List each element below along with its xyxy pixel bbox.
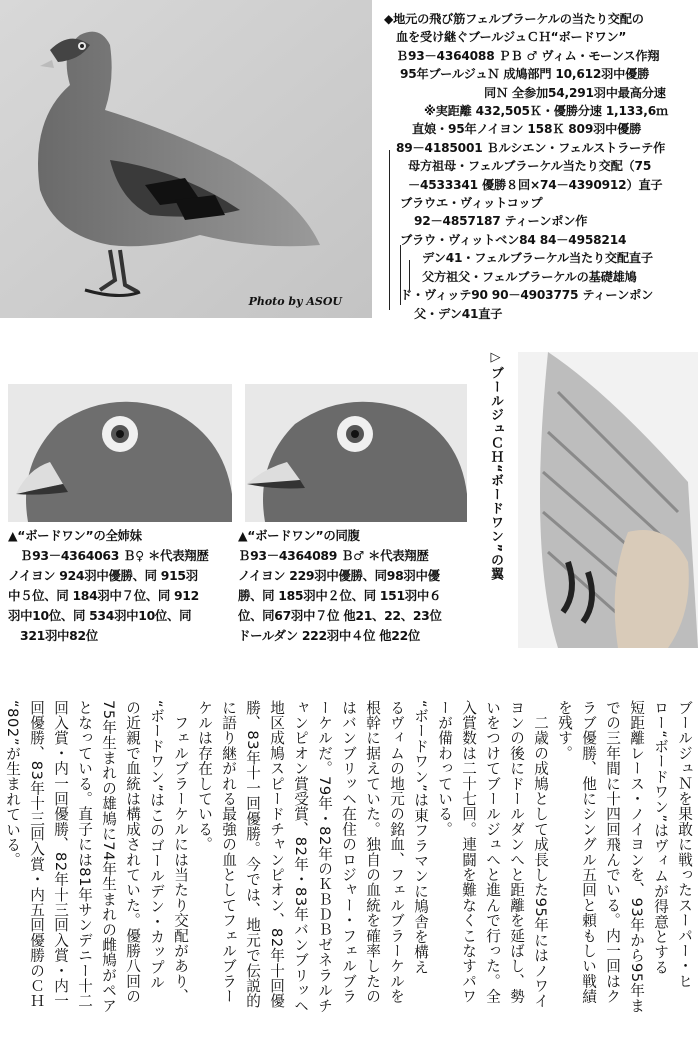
article-column: となっている。直子には81年サンデニー十二 (76, 700, 93, 1009)
pedigree-line: 同Ｎ 全参加54,291羽中最高分速 (484, 85, 666, 100)
caption-line: ノイヨン 924羽中優勝、同 915羽 (8, 568, 198, 583)
pedigree-line: ブラウエ・ヴィットコップ (400, 196, 543, 211)
article-column: 地区成鳩スピードチャンピオン、82年十回優 (268, 700, 285, 1009)
pedigree-line: 父方祖父・フェルブラーケルの基礎雄鳩 (422, 269, 637, 284)
article-column: 75年生まれの雄鳩に74年生まれの雌鳩がペア (100, 700, 117, 1014)
article-column: 入賞数は二十七回。連闘を難なくこなすパワ (460, 700, 477, 1004)
pedigree-bracket (389, 150, 390, 310)
wing-caption: ▷ブールジュＣＨ“ボードワン”の翼 (488, 350, 503, 582)
caption-line: 321羽中82位 (20, 628, 98, 643)
article-column: ラブ優勝、他にシングル五回と頼もしい戦績 (580, 700, 597, 1004)
article-column: “802”が生まれている。 (4, 700, 21, 868)
article-column: ーケルだ。79年・82年のＫＢＤＢゼネラルチ (316, 700, 333, 1014)
article-column: “ボードワン”は東フラマンに鳩舎を構え (412, 700, 429, 975)
article-column: ーが備わっている。 (436, 700, 453, 837)
pedigree-line: 95年ブールジュＮ 成鳩部門 10,612羽中優勝 (400, 67, 650, 82)
caption-sister (8, 526, 240, 646)
sibling-head-photo (245, 384, 467, 522)
pedigree-line: 89－4185001 Ｂルシエン・フェルストラーテ作 (396, 140, 666, 155)
pedigree-line: 父・デン41直子 (414, 306, 503, 321)
article-column: るヴィムの地元の銘血、フェルブラーケルを (388, 700, 405, 1004)
caption-title: ▲“ボードワン”の全姉妹 (8, 528, 142, 543)
caption-line: 中５位、同 184羽中７位、同 912 (8, 588, 199, 603)
article-column: ロー“ボードワン”はヴィムが得意とする (652, 700, 669, 975)
pedigree-bracket (409, 260, 410, 290)
article-column: の近親で血統は構成されていた。優勝八回の (124, 700, 141, 1004)
article-column: 回優勝、83年十三回入賞・内五回優勝のＣＨ (28, 700, 45, 1009)
article-column: フェルブラーケルには当たり交配があり、 (172, 700, 189, 1004)
caption-line: Ｂ93－4364089 Ｂ♂ ＊代表翔歴 (238, 548, 429, 563)
pedigree-headline: 血を受け継ぐブールジュＣＨ“ボードワン” (396, 30, 627, 45)
caption-title: ▲“ボードワン”の同腹 (238, 528, 360, 543)
article-column: はバンブリッヘ在住のロジャー・フェルブラ (340, 700, 357, 1004)
article-column: “ボードワン”はこのゴールデン・カップル (148, 700, 165, 990)
pedigree-line: －4533341 優勝８回×74－4390912）直子 (408, 177, 663, 192)
photo-credit: Photo by ASOU (248, 295, 342, 308)
pigeon-full-body-photo (0, 0, 372, 318)
article-column: 二歳の成鳩として成長した95年にはノワイ (532, 700, 549, 1009)
caption-line: 羽中10位、同 534羽中10位、同 (8, 608, 192, 623)
pedigree-headline: ◆地元の飛び筋フェルブラーケルの当たり交配の (384, 12, 644, 26)
wing-photo (518, 352, 698, 648)
pedigree-bracket (400, 245, 401, 305)
pedigree-line: ブラウ・ヴィットベン84 84－4958214 (400, 232, 627, 247)
pedigree-line: デン41・フェルブラーケル当たり交配直子 (422, 251, 653, 266)
article-column: いをつけてブールジュへと進んで行った。全 (484, 700, 501, 1004)
pedigree-line: 92－4857187 ティーンポン作 (414, 214, 588, 229)
caption-line: ノイヨン 229羽中優勝、同98羽中優 (238, 568, 440, 583)
pedigree-line: ド・ヴィッテ90 90－4903775 ティーンポン (400, 288, 654, 303)
pedigree-text (384, 10, 696, 323)
article-column: での三年間に十四回飛んでいる。内一回はク (604, 700, 621, 1004)
caption-line: 位、同67羽中７位 他21、22、23位 (238, 608, 442, 623)
article-column: ャンピオン賞受賞、82年・83年バンブリッヘ (292, 700, 309, 1014)
sister-head-photo (8, 384, 232, 522)
caption-line: Ｂ93－4364063 Ｂ♀ ＊代表翔歴 (20, 548, 209, 563)
article-column: に語り継がれる最強の血としてフェルブラー (220, 700, 237, 1004)
article-column: 勝、83年十一回優勝。今では、地元で伝説的 (244, 700, 261, 1009)
caption-sibling (238, 526, 488, 646)
article-column: ヨンの後にドールダンへと距離を延ばし、勢 (508, 700, 525, 1004)
caption-line: ドールダン 222羽中４位 他22位 (238, 628, 421, 643)
pedigree-line: ※実距離 432,505Ｋ・優勝分速 1,133,6ｍ (424, 104, 668, 119)
pedigree-line: 母方祖母・フェルブラーケル当たり交配（75 (408, 159, 652, 174)
article-column: を残す。 (556, 700, 573, 761)
article-column: 根幹に据えていた。独自の血統を確率したの (364, 700, 381, 1004)
article-column: ケルは存在している。 (196, 700, 213, 852)
article-column: 回入賞・内一回優勝、82年十三回入賞・内一 (52, 700, 69, 1009)
article-column: ブールジュＮを果敢に戦ったスーパー・ヒ (676, 700, 693, 989)
caption-line: 勝、同 185羽中２位、同 151羽中６ (238, 588, 442, 603)
pedigree-line: 直娘・95年ノイヨン 158Ｋ 809羽中優勝 (412, 122, 642, 137)
article-body (0, 700, 700, 1054)
article-column: 短距離レース・ノイヨンを、93年から95年ま (628, 700, 645, 1014)
pedigree-line: Ｂ93－4364088 ＰＢ ♂ ヴィム・モーンス作翔 (396, 48, 660, 63)
